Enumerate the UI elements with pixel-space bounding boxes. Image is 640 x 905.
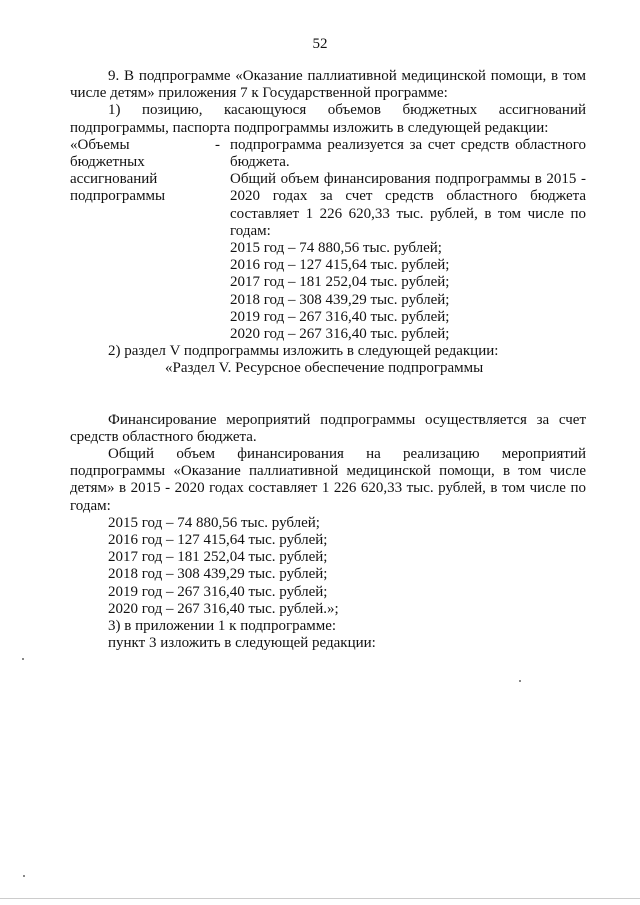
passport-year-line: 2020 год – 267 316,40 тыс. рублей; [230,326,450,343]
years-list [70,515,586,618]
passport-year-line: 2018 год – 308 439,29 тыс. рублей; [230,291,450,308]
item9-3-paragraph: 3) в приложении 1 к подпрограмме: [108,618,337,635]
passport-dash: - [215,136,220,153]
scan-speck [22,658,24,660]
year-line: 2016 год – 127 415,64 тыс. рублей; [108,532,328,549]
item9-intro-paragraph: 9. В подпрограмме «Оказание паллиативной медицинской помощи, в том числе детям» приложения 7 к Государственной программе: [70,68,586,102]
year-line: 2017 год – 181 252,04 тыс. рублей; [108,549,328,566]
passport-label-line: «Объемы [70,136,130,153]
passport-year-line: 2019 год – 267 316,40 тыс. рублей; [230,308,450,325]
passport-total-text: Общий объем финансирования подпрограммы в 2015 - 2020 годах за счет средств областного бюджета составляет 1 226 620,33 тыс. рублей, в том числе по годам: [230,171,586,239]
passport-label-column [70,137,215,343]
document-body [70,68,586,653]
item9-3-point-paragraph: пункт 3 изложить в следующей редакции: [108,635,376,652]
year-line: 2018 год – 308 439,29 тыс. рублей; [108,566,328,583]
passport-value-column [230,137,586,343]
year-line: 2015 год – 74 880,56 тыс. рублей; [108,514,320,531]
scan-speck [23,875,25,877]
financing-paragraph: Финансирование мероприятий подпрограммы осуществляется за счет средств областного бюджета. [70,411,586,445]
year-line: 2019 год – 267 316,40 тыс. рублей; [108,583,328,600]
passport-label-line: бюджетных [70,154,145,171]
passport-label-line: подпрограммы [70,188,166,205]
section-title: «Раздел V. Ресурсное обеспечение подпрограммы [165,360,484,377]
item9-2-paragraph: 2) раздел V подпрограммы изложить в следующей редакции: [108,343,499,360]
total-financing-paragraph: Общий объем финансирования на реализацию мероприятий подпрограммы «Оказание паллиативной медицинской помощи, в том числе детям» в 2015 - 2020 годах составляет 1 226 620,33 тыс. рублей, в том числе по годам: [70,446,586,514]
item9-1-paragraph: 1) позицию, касающуюся объемов бюджетных ассигнований подпрограммы, паспорта подпрограммы изложить в следующей редакции: [70,102,586,136]
page-number: 52 [312,36,328,52]
year-line: 2020 год – 267 316,40 тыс. рублей.»; [108,600,339,617]
passport-source-text: подпрограмма реализуется за счет средств областного бюджета. [230,136,586,171]
passport-year-line: 2017 год – 181 252,04 тыс. рублей; [230,274,450,291]
scan-speck [519,680,521,682]
passport-year-line: 2015 год – 74 880,56 тыс. рублей; [230,240,442,257]
passport-position-block [70,137,586,343]
passport-label-line: ассигнований [70,171,158,188]
scan-bottom-edge [0,898,640,899]
passport-year-line: 2016 год – 127 415,64 тыс. рублей; [230,257,450,274]
